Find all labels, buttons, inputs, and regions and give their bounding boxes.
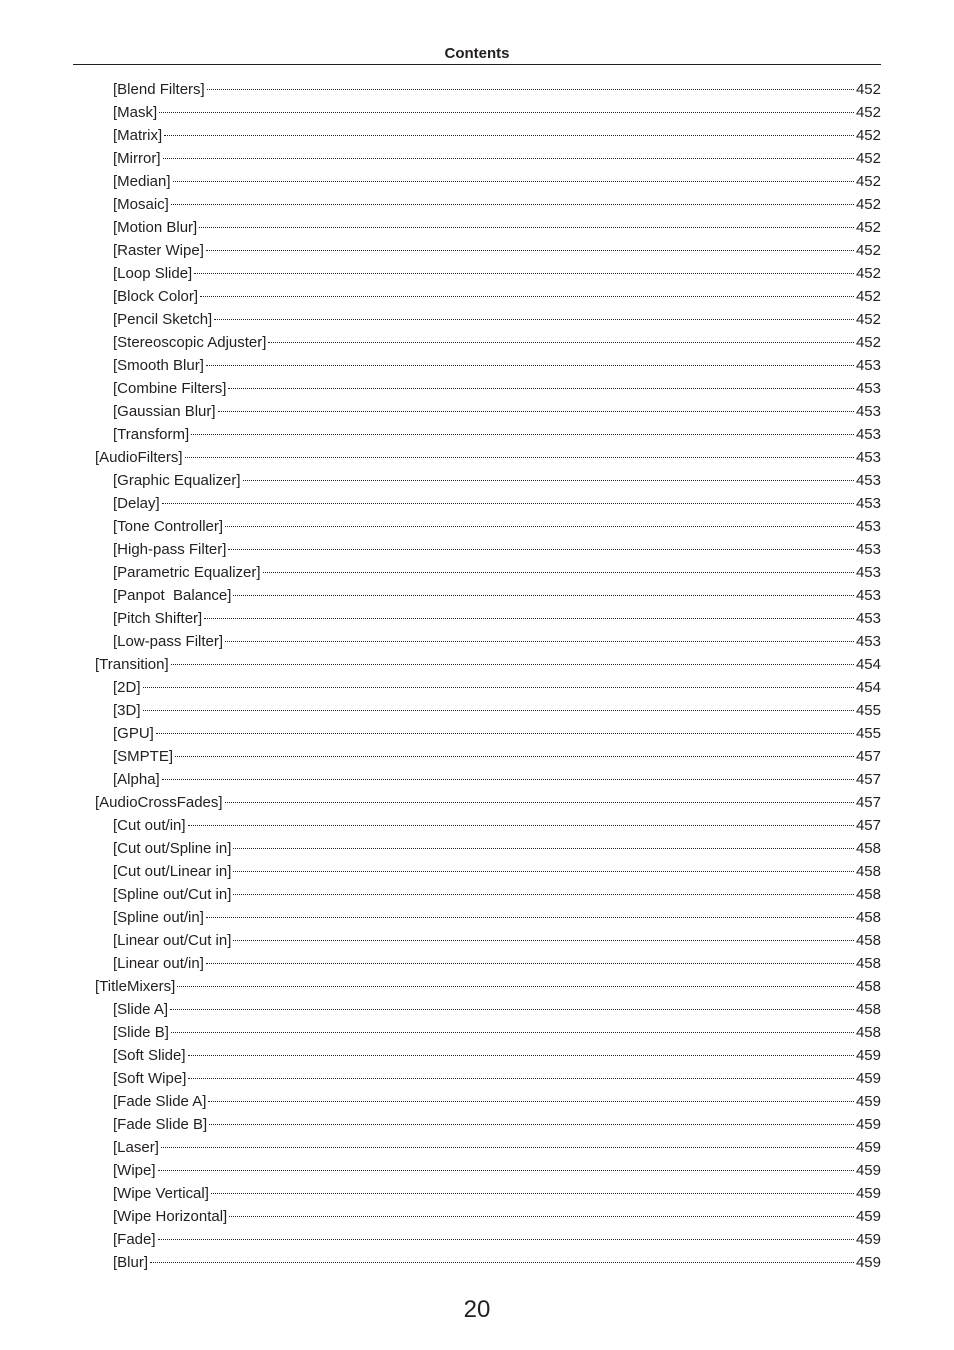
toc-entry-label: [Fade Slide A] [113, 1093, 207, 1110]
toc-entry[interactable] [0, 1251, 954, 1274]
toc-entry-label: [Soft Wipe] [113, 1070, 187, 1087]
toc-entry[interactable] [0, 952, 954, 975]
toc-entry-page: 459 [855, 1093, 881, 1110]
dot-leader [177, 986, 854, 987]
dot-leader [207, 89, 854, 90]
toc-entry-page: 453 [855, 426, 881, 443]
toc-entry[interactable] [0, 469, 954, 492]
toc-entry[interactable] [0, 630, 954, 653]
toc-entry-page: 453 [855, 472, 881, 489]
toc-entry[interactable] [0, 331, 954, 354]
toc-entry[interactable] [0, 216, 954, 239]
toc-entry[interactable] [0, 147, 954, 170]
toc-entry-page: 458 [855, 932, 881, 949]
toc-entry-label: [Low-pass Filter] [113, 633, 224, 650]
toc-entry-page: 458 [855, 840, 881, 857]
toc-entry-label: [Mosaic] [113, 196, 169, 213]
dot-leader [218, 411, 854, 412]
toc-entry-page: 453 [855, 610, 881, 627]
toc-entry-page: 458 [855, 978, 881, 995]
toc-entry[interactable] [0, 584, 954, 607]
dot-leader [171, 204, 854, 205]
toc-entry-page: 459 [855, 1162, 881, 1179]
toc-entry[interactable] [0, 423, 954, 446]
toc-entry-label: [AudioFilters] [95, 449, 183, 466]
toc-entry[interactable] [0, 1044, 954, 1067]
toc-entry-label: [Wipe Horizontal] [113, 1208, 228, 1225]
toc-entry-label: [Transform] [113, 426, 190, 443]
toc-entry-page: 458 [855, 1024, 881, 1041]
toc-entry-page: 453 [855, 403, 881, 420]
toc-entry-page: 452 [855, 196, 881, 213]
toc-entry[interactable] [0, 975, 954, 998]
toc-entry[interactable] [0, 722, 954, 745]
toc-entry-label: [Cut out/Linear in] [113, 863, 232, 880]
dot-leader [206, 365, 854, 366]
toc-entry-label: [2D] [113, 679, 141, 696]
toc-entry-page: 453 [855, 541, 881, 558]
toc-entry[interactable] [0, 78, 954, 101]
toc-entry-page: 458 [855, 1001, 881, 1018]
dot-leader [171, 664, 854, 665]
toc-entry[interactable] [0, 262, 954, 285]
dot-leader [200, 296, 854, 297]
toc-entry-page: 452 [855, 173, 881, 190]
toc-entry[interactable] [0, 768, 954, 791]
toc-entry-label: [High-pass Filter] [113, 541, 227, 558]
toc-entry[interactable] [0, 1090, 954, 1113]
toc-entry[interactable] [0, 561, 954, 584]
toc-entry-label: [Combine Filters] [113, 380, 227, 397]
toc-entry-page: 459 [855, 1047, 881, 1064]
toc-entry-label: [Pitch Shifter] [113, 610, 203, 627]
toc-entry-label: [3D] [113, 702, 141, 719]
dot-leader [233, 595, 854, 596]
toc-entry-page: 453 [855, 633, 881, 650]
toc-entry-label: [SMPTE] [113, 748, 174, 765]
toc-entry[interactable] [0, 124, 954, 147]
dot-leader [211, 1193, 854, 1194]
dot-leader [268, 342, 854, 343]
toc-entry[interactable] [0, 193, 954, 216]
toc-entry-label: [Blur] [113, 1254, 149, 1271]
toc-entry[interactable] [0, 1182, 954, 1205]
dot-leader [228, 549, 854, 550]
dot-leader [194, 273, 854, 274]
toc-entry[interactable] [0, 791, 954, 814]
dot-leader [209, 1124, 854, 1125]
table-of-contents [0, 78, 954, 1274]
toc-entry-label: [Block Color] [113, 288, 199, 305]
dot-leader [233, 871, 854, 872]
toc-entry[interactable] [0, 653, 954, 676]
toc-entry-page: 459 [855, 1070, 881, 1087]
toc-entry[interactable] [0, 1228, 954, 1251]
toc-entry[interactable] [0, 1113, 954, 1136]
dot-leader [163, 158, 854, 159]
page-header [73, 44, 881, 65]
toc-entry-page: 452 [855, 311, 881, 328]
toc-entry[interactable] [0, 699, 954, 722]
toc-entry-page: 454 [855, 656, 881, 673]
toc-entry[interactable] [0, 929, 954, 952]
toc-entry-page: 459 [855, 1254, 881, 1271]
dot-leader [206, 917, 854, 918]
toc-entry[interactable] [0, 492, 954, 515]
toc-entry-label: [Slide B] [113, 1024, 169, 1041]
dot-leader [199, 227, 854, 228]
toc-entry-page: 459 [855, 1208, 881, 1225]
toc-entry-label: [Cut out/in] [113, 817, 186, 834]
toc-entry-label: [Soft Slide] [113, 1047, 186, 1064]
dot-leader [162, 779, 854, 780]
toc-entry-page: 459 [855, 1139, 881, 1156]
toc-entry-label: [Gaussian Blur] [113, 403, 216, 420]
toc-entry-label: [Blend Filters] [113, 81, 205, 98]
toc-entry-label: [Smooth Blur] [113, 357, 204, 374]
toc-entry-label: [GPU] [113, 725, 154, 742]
toc-entry-label: [Raster Wipe] [113, 242, 204, 259]
dot-leader [162, 503, 854, 504]
toc-entry-label: [Spline out/Cut in] [113, 886, 232, 903]
header-title: Contents [444, 45, 510, 62]
toc-entry[interactable] [0, 538, 954, 561]
dot-leader [225, 641, 854, 642]
toc-entry-page: 452 [855, 81, 881, 98]
toc-entry-label: [Wipe] [113, 1162, 156, 1179]
toc-entry-page: 458 [855, 863, 881, 880]
toc-entry[interactable] [0, 906, 954, 929]
toc-entry-page: 453 [855, 564, 881, 581]
dot-leader [150, 1262, 854, 1263]
toc-entry-label: [Alpha] [113, 771, 160, 788]
toc-entry-page: 452 [855, 265, 881, 282]
toc-entry-page: 458 [855, 909, 881, 926]
toc-entry-page: 457 [855, 771, 881, 788]
dot-leader [263, 572, 854, 573]
toc-entry-page: 453 [855, 357, 881, 374]
dot-leader [164, 135, 854, 136]
toc-entry[interactable] [0, 998, 954, 1021]
dot-leader [173, 181, 854, 182]
toc-entry-label: [Linear out/in] [113, 955, 204, 972]
dot-leader [159, 112, 854, 113]
dot-leader [225, 526, 854, 527]
toc-entry-page: 458 [855, 886, 881, 903]
toc-entry[interactable] [0, 860, 954, 883]
toc-entry-page: 453 [855, 495, 881, 512]
dot-leader [185, 457, 854, 458]
toc-entry-page: 455 [855, 702, 881, 719]
toc-entry[interactable] [0, 1205, 954, 1228]
dot-leader [233, 848, 854, 849]
toc-entry-label: [Stereoscopic Adjuster] [113, 334, 267, 351]
toc-entry[interactable] [0, 814, 954, 837]
dot-leader [143, 687, 854, 688]
toc-entry[interactable] [0, 308, 954, 331]
toc-entry-label: [TitleMixers] [95, 978, 176, 995]
toc-entry-label: [Tone Controller] [113, 518, 224, 535]
toc-entry-label: [Cut out/Spline in] [113, 840, 232, 857]
toc-entry[interactable] [0, 446, 954, 469]
toc-entry-label: [Mask] [113, 104, 158, 121]
toc-entry-page: 459 [855, 1231, 881, 1248]
toc-entry-page: 452 [855, 334, 881, 351]
dot-leader [175, 756, 854, 757]
toc-entry[interactable] [0, 239, 954, 262]
toc-entry-page: 453 [855, 587, 881, 604]
page-number: 20 [463, 1296, 491, 1323]
toc-entry[interactable] [0, 745, 954, 768]
toc-entry-label: [Motion Blur] [113, 219, 198, 236]
toc-entry-label: [Slide A] [113, 1001, 169, 1018]
dot-leader [214, 319, 854, 320]
dot-leader [191, 434, 854, 435]
dot-leader [161, 1147, 854, 1148]
toc-entry[interactable] [0, 400, 954, 423]
toc-entry-page: 457 [855, 817, 881, 834]
toc-entry-page: 453 [855, 449, 881, 466]
toc-entry-label: [Matrix] [113, 127, 163, 144]
dot-leader [225, 802, 854, 803]
toc-entry-page: 458 [855, 955, 881, 972]
toc-entry[interactable] [0, 170, 954, 193]
dot-leader [143, 710, 854, 711]
toc-entry-label: [Delay] [113, 495, 160, 512]
dot-leader [233, 940, 854, 941]
dot-leader [204, 618, 854, 619]
toc-entry-page: 452 [855, 150, 881, 167]
toc-entry[interactable] [0, 285, 954, 308]
toc-entry-label: [Parametric Equalizer] [113, 564, 261, 581]
dot-leader [158, 1170, 854, 1171]
toc-entry[interactable] [0, 676, 954, 699]
toc-entry-page: 453 [855, 518, 881, 535]
dot-leader [156, 733, 854, 734]
toc-entry-label: [Pencil Sketch] [113, 311, 213, 328]
toc-entry[interactable] [0, 1067, 954, 1090]
toc-entry-page: 455 [855, 725, 881, 742]
dot-leader [233, 894, 854, 895]
toc-entry-page: 457 [855, 794, 881, 811]
toc-entry[interactable] [0, 101, 954, 124]
dot-leader [229, 1216, 854, 1217]
toc-entry-page: 452 [855, 104, 881, 121]
toc-entry-page: 453 [855, 380, 881, 397]
toc-entry-label: [Laser] [113, 1139, 159, 1156]
dot-leader [208, 1101, 854, 1102]
toc-entry-label: [Spline out/in] [113, 909, 204, 926]
toc-entry-label: [Fade] [113, 1231, 156, 1248]
toc-entry-label: [AudioCrossFades] [95, 794, 223, 811]
toc-entry[interactable] [0, 1021, 954, 1044]
toc-entry-label: [Fade Slide B] [113, 1116, 208, 1133]
toc-entry-page: 457 [855, 748, 881, 765]
toc-entry-label: [Graphic Equalizer] [113, 472, 241, 489]
toc-entry[interactable] [0, 1136, 954, 1159]
dot-leader [188, 825, 854, 826]
toc-entry-label: [Loop Slide] [113, 265, 193, 282]
toc-entry-page: 452 [855, 127, 881, 144]
toc-entry-page: 452 [855, 219, 881, 236]
toc-entry-page: 459 [855, 1116, 881, 1133]
dot-leader [243, 480, 854, 481]
dot-leader [158, 1239, 854, 1240]
toc-entry-page: 452 [855, 288, 881, 305]
dot-leader [188, 1055, 854, 1056]
dot-leader [188, 1078, 854, 1079]
toc-entry[interactable] [0, 1159, 954, 1182]
toc-entry-label: [Transition] [95, 656, 169, 673]
toc-entry-label: [Linear out/Cut in] [113, 932, 232, 949]
toc-entry-page: 454 [855, 679, 881, 696]
toc-entry[interactable] [0, 354, 954, 377]
dot-leader [228, 388, 854, 389]
dot-leader [170, 1009, 854, 1010]
toc-entry[interactable] [0, 837, 954, 860]
toc-entry-page: 459 [855, 1185, 881, 1202]
toc-entry-label: [Median] [113, 173, 171, 190]
toc-entry[interactable] [0, 377, 954, 400]
dot-leader [206, 963, 854, 964]
toc-entry[interactable] [0, 515, 954, 538]
toc-entry-label: [Panpot Balance] [113, 587, 232, 604]
toc-entry-label: [Mirror] [113, 150, 161, 167]
toc-entry[interactable] [0, 607, 954, 630]
toc-entry-label: [Wipe Vertical] [113, 1185, 209, 1202]
dot-leader [206, 250, 854, 251]
toc-entry[interactable] [0, 883, 954, 906]
dot-leader [171, 1032, 854, 1033]
toc-entry-page: 452 [855, 242, 881, 259]
